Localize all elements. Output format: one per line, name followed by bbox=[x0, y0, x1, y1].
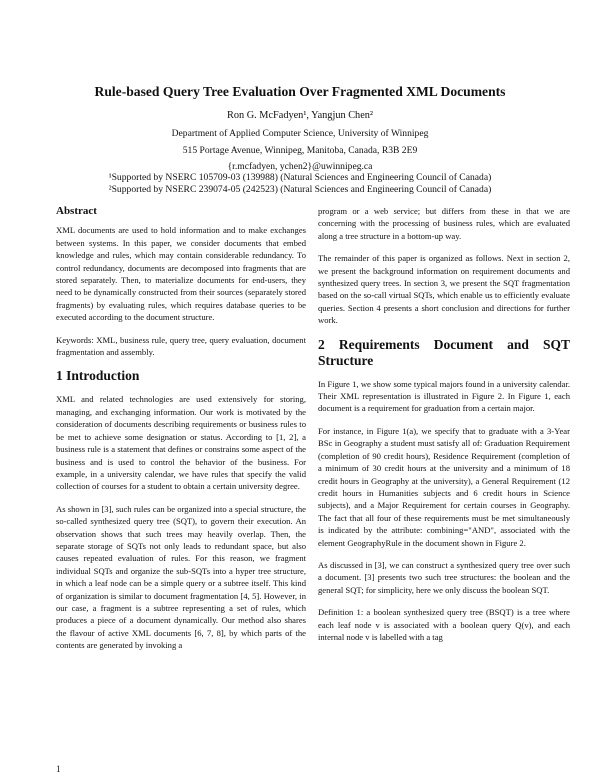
section2-heading: 2 Requirements Document and SQT Structure bbox=[318, 336, 570, 368]
left-column bbox=[56, 205, 306, 662]
right-paragraph-6: Definition 1: a boolean synthesized query tree (BSQT) is a tree where each leaf node v is associated with a boolean query Q(v), and each internal node v is labelled with a tag bbox=[318, 607, 570, 642]
department: Department of Applied Computer Science, University of Winnipeg bbox=[171, 128, 429, 139]
emails: {r.mcfadyen, ychen2}@uwinnipeg.ca bbox=[227, 161, 373, 172]
right-paragraph-1: program or a web service; but differs from these in that we are concerning with the processing of business rules, which are evaluated along a tree structure in a bottom-up way. bbox=[318, 206, 570, 241]
abstract-heading: Abstract bbox=[56, 205, 97, 217]
support-note-2: ²Supported by NSERC 239074-05 (242523) (Natural Sciences and Engineering Council of Canada) bbox=[108, 184, 492, 195]
intro-paragraph-2: As shown in [3], such rules can be organized into a special structure, the so-called synthesized query tree (SQT), to govern their execution. An observation shows that such trees may heavily overlap. Then, the separate storage of SQTs not only leads to redundant space, but also causes repeated evaluation of rules. For this reason, we fragment individual SQTs and organize the sub-SQTs into a hyper tree structure, in which a leaf node can be a simple query or a subtree itself. This kind of organization is similar to document fragmentation [4, 5]. However, in our case, a fragment is a subtree representing a set of rules, which produces a piece of a document dynamically. Our method also shares the flavour of active XML documents [6, 7, 8], by which parts of the contents are generated by invoking a bbox=[56, 503, 306, 651]
right-paragraph-4: For instance, in Figure 1(a), we specify that to graduate with a 3-Year BSc in Geography a student must satisfy all of: Graduation Requirement (completion of 90 credit hours), Residence Requirement (completion of a minimum of 30 credit hours at the university and a minimum of 18 credit hours in Geography at the university), a General Requirement (12 credit hours in Humanities subjects and 6 credit hours in Science subjects), and a Major Requirement for certain courses in Geography. The fact that all four of these requirements must be met simultaneously is indicated by the attribute: combining="AND", associated with the element GeographyRule in the document shown in Figure 2. bbox=[318, 425, 570, 548]
paper-title: Rule-based Query Tree Evaluation Over Fragmented XML Documents bbox=[94, 84, 506, 99]
right-paragraph-5: As discussed in [3], we can construct a synthesized query tree over such a document. [3] presents two such tree structures: the boolean and the general SQT; for simplicity, here we only discuss the boolean SQT. bbox=[318, 559, 570, 595]
abstract-text: XML documents are used to hold information and to make exchanges between systems. In this paper, we consider documents that embed knowledge and rules, which may contain considerable redundancy. To control redundancy, documents are decomposed into fragments that are stored separately. Then, to materialize documents for end-users, they need to be dynamically constructed from their sources (separately stored fragments) by evaluating rules, which requires database queries to be executed according to the document structure. bbox=[56, 225, 306, 323]
support-note-1: ¹Supported by NSERC 105709-03 (139988) (Natural Sciences and Engineering Council of Canada) bbox=[108, 172, 492, 183]
page-number: 1 bbox=[56, 764, 61, 774]
intro-heading: 1 Introduction bbox=[56, 368, 140, 384]
authors: Ron G. McFadyen¹, Yangjun Chen² bbox=[226, 110, 374, 121]
right-paragraph-2: The remainder of this paper is organized as follows. Next in section 2, we present the background information on requirement documents and synthesized query trees. In section 3, we present the SQT fragmentation based on the so-call virtual SQTs, which enable us to efficiently evaluate queries. Section 4 presents a short conclusion and directions for further work. bbox=[318, 253, 570, 326]
address: 515 Portage Avenue, Winnipeg, Manitoba, Canada, R3B 2E9 bbox=[182, 145, 418, 156]
intro-paragraph-1: XML and related technologies are used extensively for storing, managing, and exchanging information. Our work is motivated by the consideration of documents describing requirements or business rules to be met to achieve some designation or status. According to [1, 2], a business rule is a statement that defines or constrains some aspect of the business and is used to control the behavior of the business. For example, in a university calendar, we have rules that specify the valid collection of courses for a student to obtain a certain university degree. bbox=[56, 394, 306, 492]
keywords: Keywords: XML, business rule, query tree, query evaluation, document fragmentation and assembly. bbox=[56, 334, 306, 358]
right-column bbox=[318, 205, 570, 653]
right-paragraph-3: In Figure 1, we show some typical majors found in a university calendar. Their XML representation is illustrated in Figure 2. In Figure 1, each document is a requirement for graduation from a certain major. bbox=[318, 378, 570, 414]
